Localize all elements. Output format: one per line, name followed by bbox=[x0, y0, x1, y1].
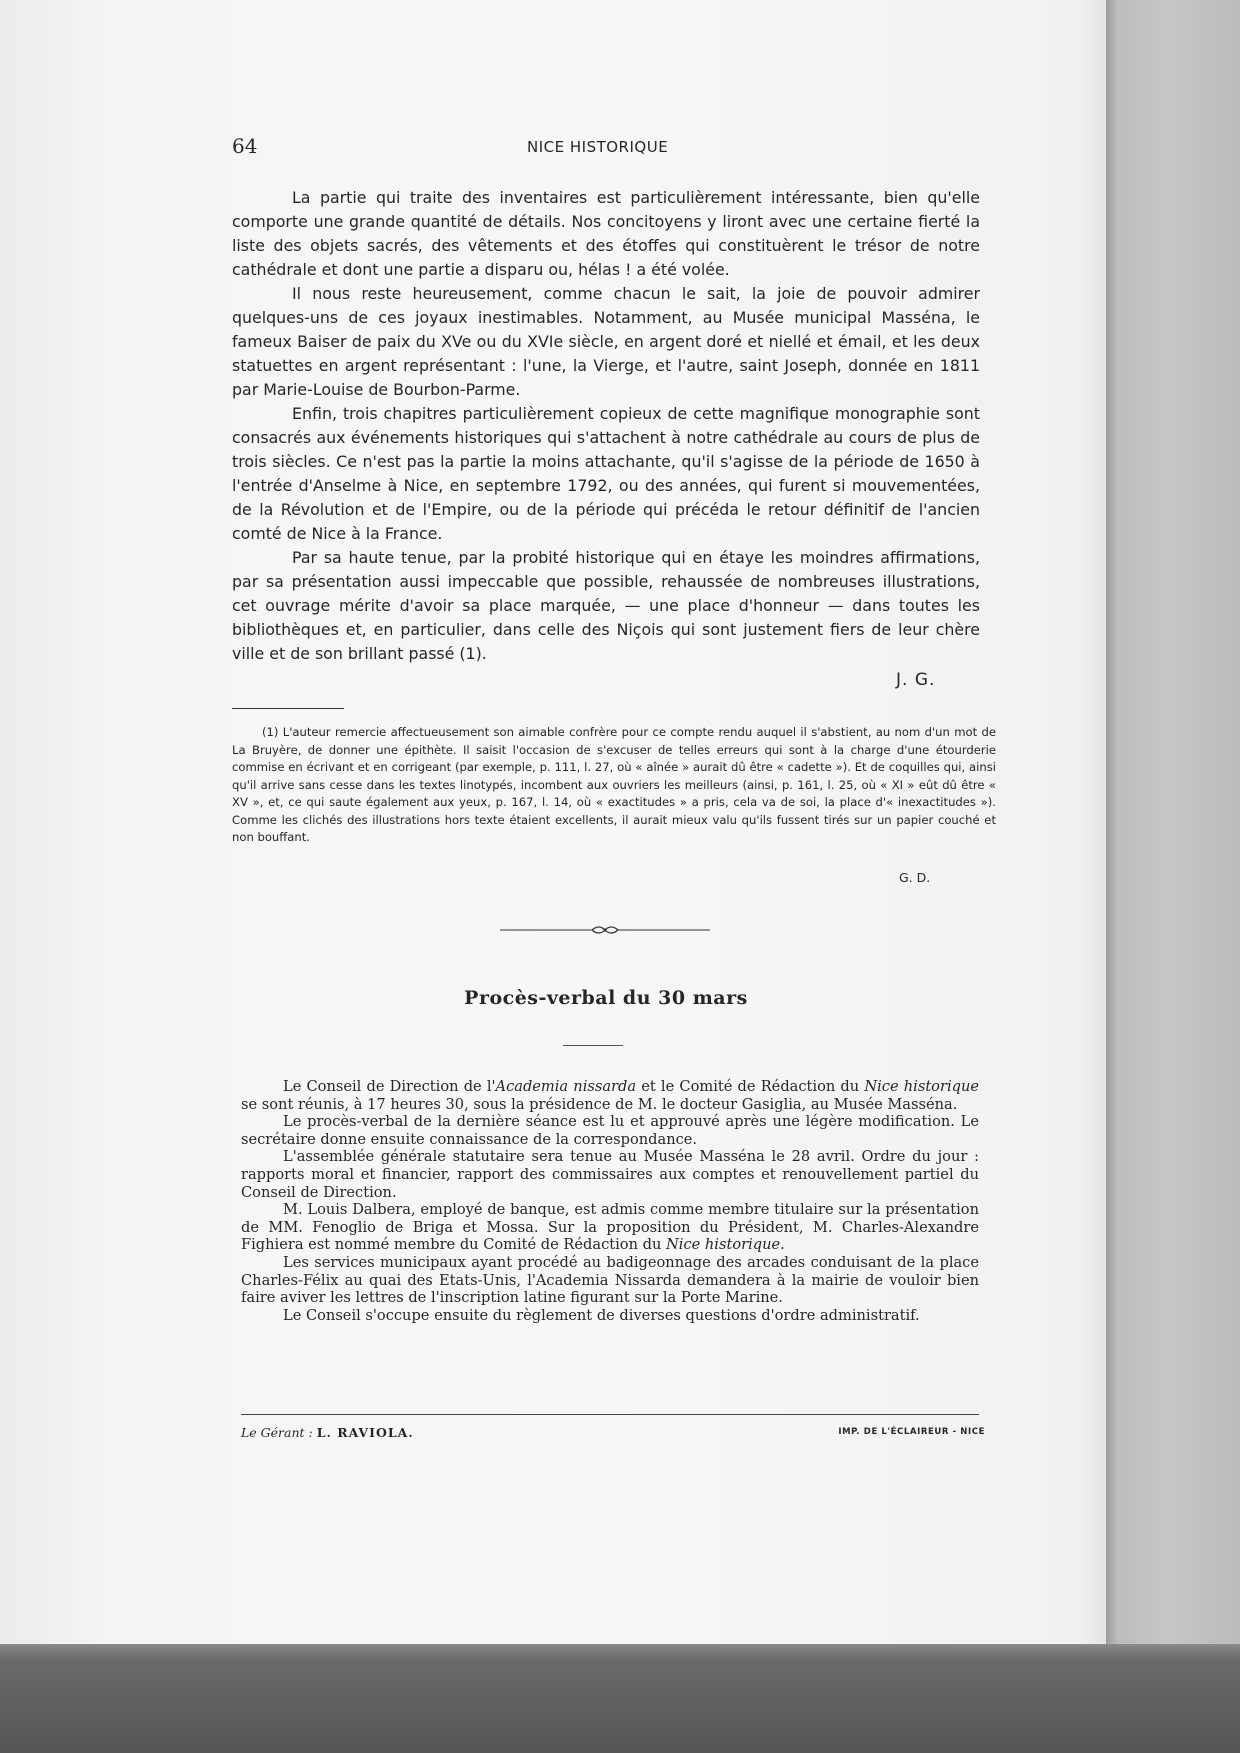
page-edge-bottom bbox=[0, 1644, 1240, 1753]
running-title: NICE HISTORIQUE bbox=[527, 138, 669, 156]
review-signature: J. G. bbox=[896, 670, 936, 690]
review-paragraph: La partie qui traite des inventaires est particulièrement intéressante, bien qu'elle comporte une grande quantité de détails. Nos concitoyens y liront avec une certaine fierté la liste des objets sacrés, des vêtements et des étoffes qui constituèrent le trésor de notre cathédrale et dont une partie a disparu ou, hélas ! a été volée. bbox=[232, 188, 980, 279]
publisher-credit bbox=[241, 1425, 414, 1440]
footnote-signature: G. D. bbox=[899, 870, 931, 885]
minutes-paragraph bbox=[241, 1201, 979, 1254]
page-footer bbox=[241, 1425, 985, 1445]
minutes-paragraph bbox=[241, 1078, 979, 1113]
minutes-paragraph: Le Conseil s'occupe ensuite du règlement de diverses questions d'ordre administratif. bbox=[283, 1306, 920, 1324]
ornament-divider bbox=[500, 923, 710, 937]
footnote-divider bbox=[232, 708, 344, 709]
text-span: et le Comité de Rédaction du bbox=[636, 1078, 865, 1095]
italic-span: Nice historique bbox=[864, 1078, 979, 1095]
text-span: M. Louis Dalbera, employé de banque, est admis comme membre titulaire sur la présentation de MM. Fenoglio de Briga et Mossa. Sur la proposition du Président, M. Charles-Alexandre Fighiera est nommé membre du Comité de Rédaction du bbox=[241, 1201, 979, 1254]
footnote bbox=[232, 724, 996, 847]
title-underline bbox=[563, 1045, 623, 1046]
review-paragraph: Par sa haute tenue, par la probité historique qui en étaye les moindres affirmations, par sa présentation aussi impeccable que possible, rehaussée de nombreuses illustrations, cet ouvrage mérite d'avoir sa place marquée, — une place d'honneur — dans toutes les bibliothèques et, en particulier, dans celle des Niçois qui sont justement fiers de leur chère ville et de son brillant passé (1). bbox=[232, 548, 980, 663]
page-header bbox=[232, 134, 1022, 162]
text-span: Le Conseil de Direction de l' bbox=[283, 1078, 496, 1095]
footer-divider bbox=[241, 1414, 979, 1415]
italic-span: Academia nissarda bbox=[495, 1078, 637, 1095]
text-span: se sont réunis, à 17 heures 30, sous la présidence de M. le docteur Gasiglia, au Musée Masséna. bbox=[241, 1095, 958, 1113]
printer-credit: IMP. DE L'ÉCLAIREUR - NICE bbox=[838, 1427, 985, 1437]
italic-span: Nice historique bbox=[666, 1236, 781, 1254]
page-number: 64 bbox=[232, 134, 258, 158]
gerant-label: Le Gérant : bbox=[241, 1425, 313, 1440]
text-span: . bbox=[780, 1236, 785, 1254]
minutes-body bbox=[241, 1078, 979, 1324]
review-paragraph: Il nous reste heureusement, comme chacun le sait, la joie de pouvoir admirer quelques-uns de ces joyaux inestimables. Notamment, au Musée municipal Masséna, le fameux Baiser de paix du XVe ou du XVIe siècle, en argent doré et niellé et émail, et les deux statuettes en argent représentant : l'une, la Vierge, et l'autre, saint Joseph, donnée en 1811 par Marie-Louise de Bourbon-Parme. bbox=[232, 284, 980, 399]
minutes-paragraph: Le procès-verbal de la dernière séance est lu et approuvé après une légère modification. Le secrétaire donne ensuite connaissance de la correspondance. bbox=[241, 1113, 979, 1148]
review-paragraph: Enfin, trois chapitres particulièrement copieux de cette magnifique monographie sont consacrés aux événements historiques qui s'attachent à notre cathédrale au cours de plus de trois siècles. Ce n'est pas la partie la moins attachante, qu'il s'agisse de la période de 1650 à l'entrée d'Anselme à Nice, en septembre 1792, ou des années, qui furent si mouvementées, de la Révolution et de l'Empire, ou de la période qui précéda le retour définitif de l'ancien comté de Nice à la France. bbox=[232, 404, 980, 543]
minutes-paragraph: L'assemblée générale statutaire sera tenue au Musée Masséna le 28 avril. Ordre du jour : rapports moral et financier, rapport des commissaires aux comptes et renouvellement partiel du Conseil de Direction. bbox=[241, 1148, 979, 1201]
section-title: Procès-verbal du 30 mars bbox=[464, 987, 748, 1009]
gerant-name: L. RAVIOLA. bbox=[316, 1425, 414, 1440]
footnote-text: (1) L'auteur remercie affectueusement son aimable confrère pour ce compte rendu auquel il s'abstient, au nom d'un mot de La Bruyère, de donner une épithète. Il saisit l'occasion de s'excuser de telles erreurs qui sont à la charge d'une étourderie commise en écrivant et en corrigeant (par exemple, p. 111, l. 27, où « aînée » aurait dû être « cadette »). Et de coquilles qui, ainsi qu'il arrive sans cesse dans les textes linotypés, incombent aux ouvriers les meilleurs (ainsi, p. 161, l. 25, où « XI » eût dû être « XV », et, ce qui saute également aux yeux, p. 167, l. 14, où « exactitudes » a pris, cela va de soi, la place d'« inexactitudes »). Comme les clichés des illustrations hors texte étaient excellents, il aurait mieux valu qu'ils fussent tirés sur un papier couché et non bouffant. bbox=[232, 725, 996, 844]
page-edge-right bbox=[1106, 0, 1240, 1644]
minutes-paragraph: Les services municipaux ayant procédé au badigeonnage des arcades conduisant de la place Charles-Félix au quai des Etats-Unis, l'Academia Nissarda demandera à la mairie de vouloir bien faire aviver les lettres de l'inscription latine figurant sur la Porte Marine. bbox=[241, 1253, 979, 1307]
review-body bbox=[232, 186, 980, 666]
